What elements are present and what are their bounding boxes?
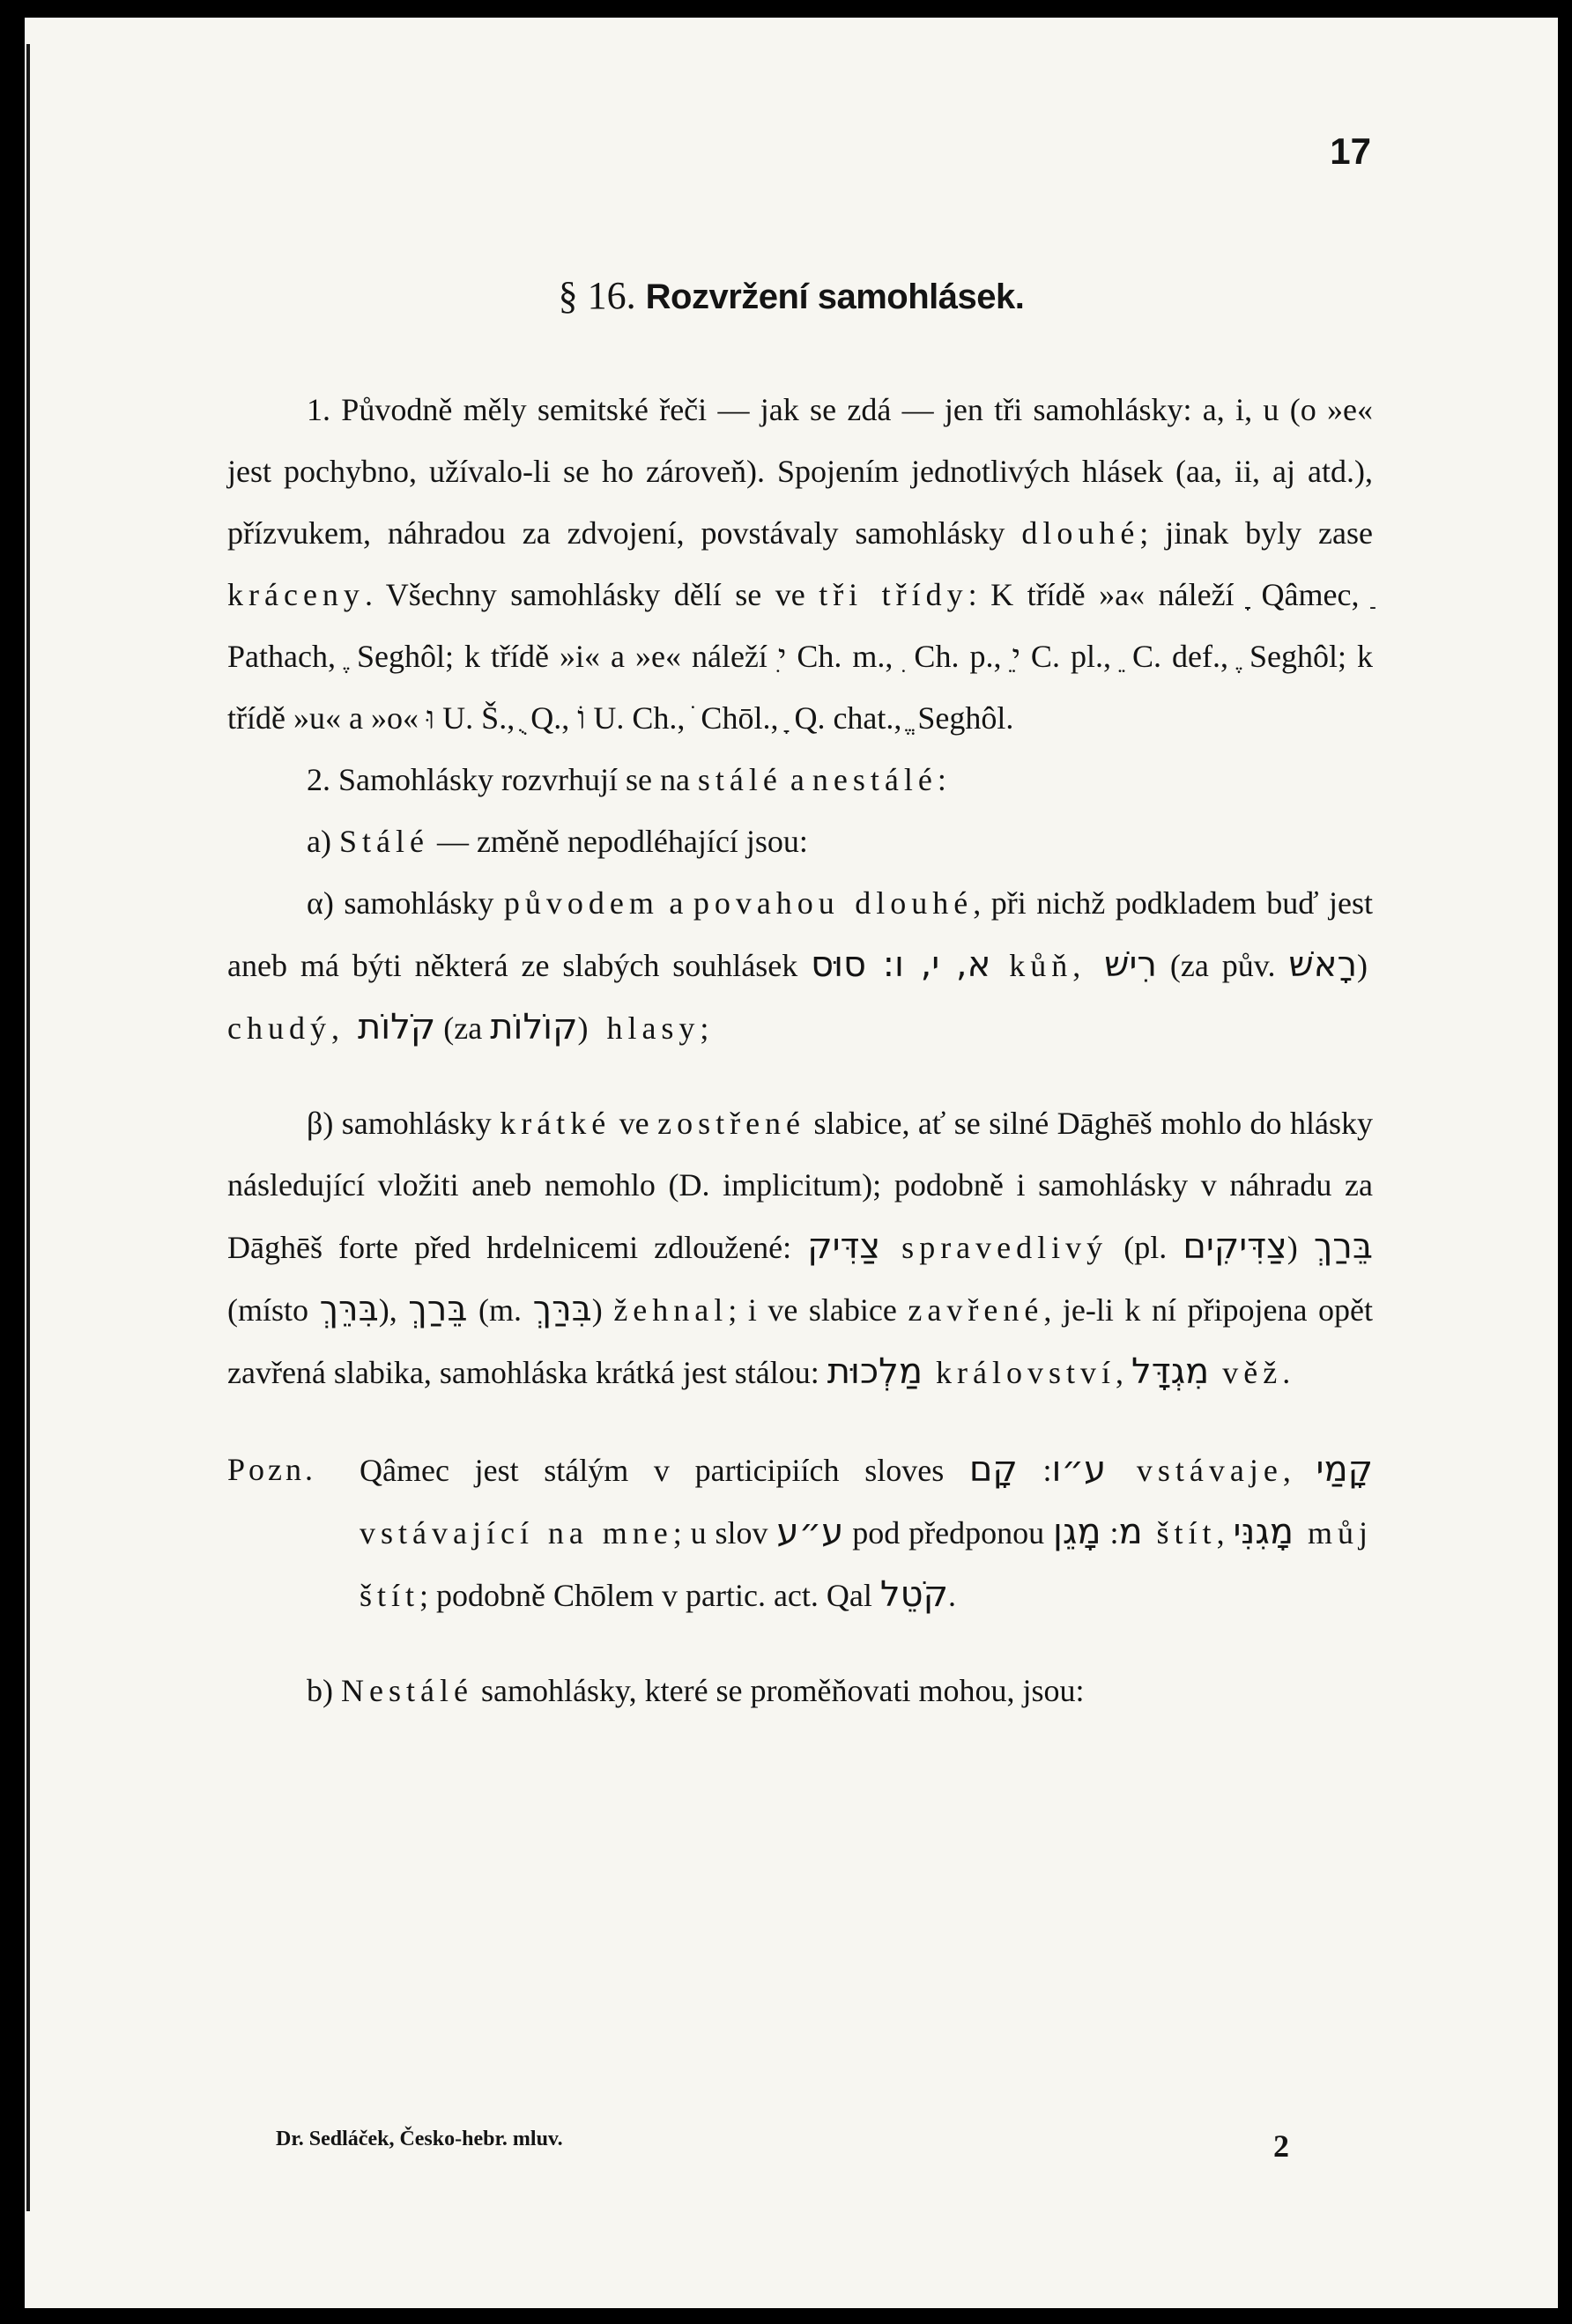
section-number: § 16.	[558, 274, 636, 317]
section-title: Rozvržení samohlásek.	[645, 278, 1025, 316]
paragraph-1: 1. Původně měly semitské řeči — jak se zdá — jen tři samohlásky: a, i, u (o »e« jest pochybno, užívalo-li se ho zároveň). Spojením jednotlivých hlásek (aa, ii, aj atd.), přízvukem, náhradou za zdvojení, povstávaly samohlásky dlouhé; jinak byly zase kráceny. Všechny samohlásky dělí se ve tři třídy: K třídě »a« náleží ַָ Qâmec, ַ Pathach, ֶ Seghôl; k třídě »i« a »e« náleží ִי Ch. m., ִ Ch. p., ֵי C. pl., ֵ C. def., ֶ Seghôl; k třídě »u« a »o« וּ U. Š., ֻ Q., וֹ U. Ch., ֹ Chōl., ָ Q. chat., ֱ Seghôl.	[227, 392, 1373, 736]
page-edge-line	[26, 44, 30, 2211]
paragraph-alpha: α) samohlásky původem a povahou dlouhé, při nichž podkladem buď jest aneb má býti některá ze slabých souhlásek א, י, ו: סוּס kůň, רִישׁ (za pův. רָאשׁ) chudý, קֹלוֹת (za קוֹלוֹת) hlasy;	[227, 885, 1374, 1047]
page-footer	[276, 2128, 1289, 2165]
paragraph-beta: β) samohlásky krátké ve zostřené slabice, ať se silné Dāghēš mohlo do hlásky následující vložiti aneb nemohlo (D. implicitum); podobně i samohlásky v náhradu za Dāghēš forte před hrdelnicemi zdloužené: צַדִּיק spravedlivý (pl. צַדִּיקִים) בֵּרַךְ (místo בִּרֵּךְ), בֵּרַךְ (m. בִּרַּךְ) žehnal; i ve slabice zavřené, je-li k ní připojena opět zavřená slabika, samohláska krátká jest stálou: מַלְכוּת království, מִגְדָּל věž.	[227, 1106, 1373, 1392]
note-block	[227, 1439, 1373, 1626]
section-heading	[25, 273, 1558, 318]
signature-mark: 2	[1273, 2128, 1289, 2164]
note-label: Pozn.	[227, 1452, 316, 1487]
paragraph-a: a) Stálé — změně nepodléhající jsou:	[307, 824, 808, 859]
paragraph-b: b) Nestálé samohlásky, které se proměňovati mohou, jsou:	[307, 1673, 1085, 1708]
footer-text: Dr. Sedláček, Česko-hebr. mluv.	[276, 2128, 563, 2150]
page-number: 17	[1330, 130, 1371, 172]
body-text	[227, 379, 1373, 1721]
note-text: Qâmec jest stálým v participiích sloves ע״ו: קָם vstávaje, קָמַי vstávající na mne; u slov ע״ע pod předponou מ: מָגֵן štít, מָגִנִּי můj štít; podobně Chōlem v partic. act. Qal קֹטֵל.	[360, 1449, 1374, 1615]
paragraph-2: 2. Samohlásky rozvrhují se na stálé a nestálé:	[307, 762, 946, 797]
book-page	[25, 18, 1558, 2308]
